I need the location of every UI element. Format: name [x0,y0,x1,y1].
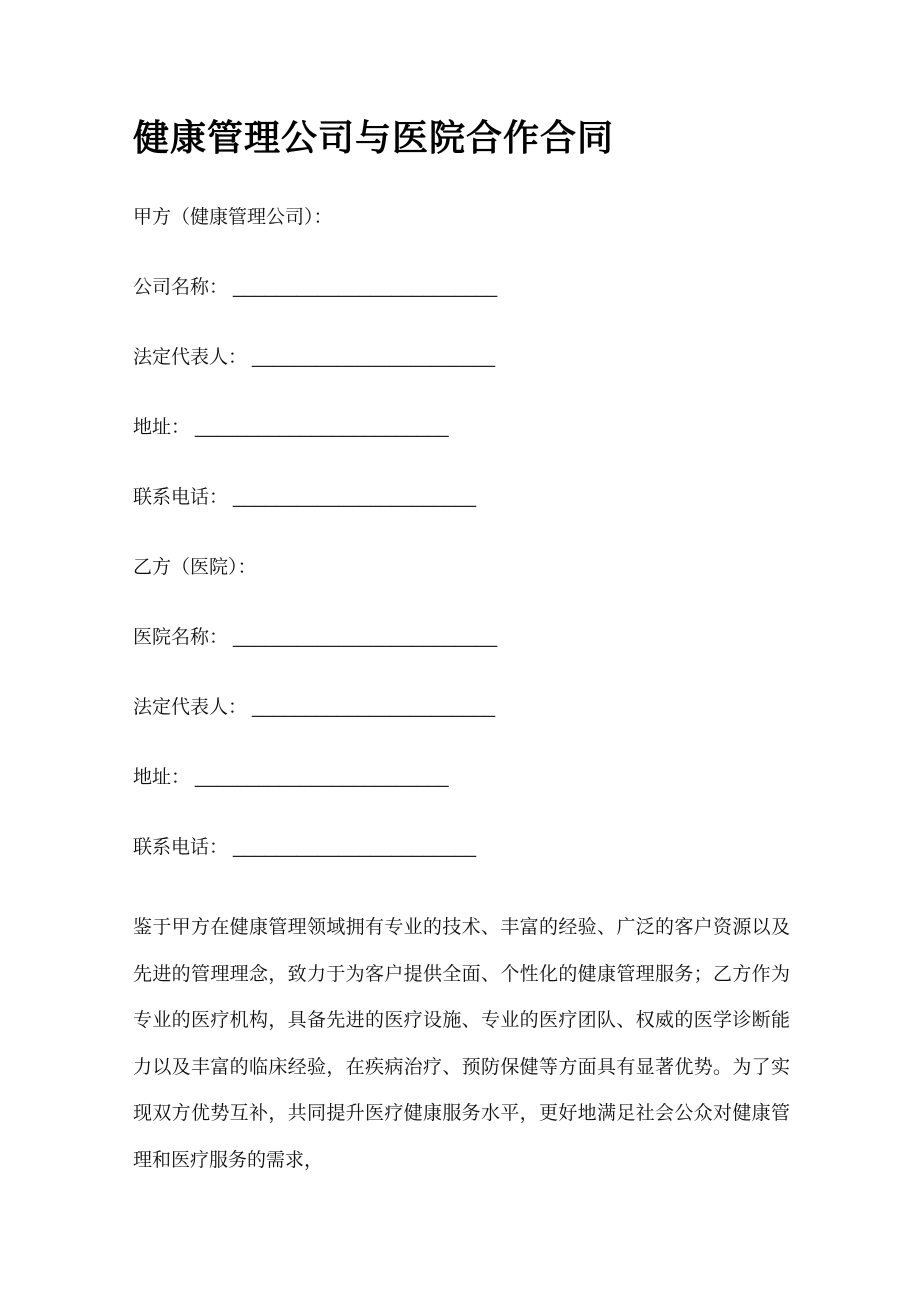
party-b-field-address [133,765,790,791]
legal-representative-label: 法定代表人： [133,697,248,718]
address-label: 地址： [133,767,191,788]
party-b-field-legal-representative [133,695,790,721]
party-a-heading: 甲方（健康管理公司）： [133,207,333,228]
phone-label: 联系电话： [133,837,229,858]
hospital-name-blank-line[interactable]: _________________________ [233,627,498,648]
party-b-field-phone [133,835,790,861]
party-a-field-legal-representative [133,345,790,371]
legal-representative-blank-line[interactable]: _______________________ [252,697,496,718]
phone-blank-line[interactable]: _______________________ [233,487,477,508]
preamble-paragraph: 鉴于甲方在健康管理领域拥有专业的技术、丰富的经验、广泛的客户资源以及先进的管理理念，致力于为客户提供全面、个性化的健康管理服务；乙方作为专业的医疗机构，具备先进的医疗设施、专业的医疗团队、权威的医学诊断能力以及丰富的临床经验，在疾病治疗、预防保健等方面具有显著优势。为了实现双方优势互补，共同提升医疗健康服务水平，更好地满足社会公众对健康管理和医疗服务的需求， [133,917,790,1171]
legal-representative-blank-line[interactable]: _______________________ [252,347,496,368]
address-blank-line[interactable]: ________________________ [195,417,449,438]
company-name-blank-line[interactable]: _________________________ [233,277,498,298]
document-title: 健康管理公司与医院合作合同 [133,117,615,158]
party-a-field-company-name [133,275,790,301]
phone-blank-line[interactable]: _______________________ [233,837,477,858]
party-b-heading: 乙方（医院）： [133,557,257,578]
address-label: 地址： [133,417,191,438]
address-blank-line[interactable]: ________________________ [195,767,449,788]
party-a-field-phone [133,485,790,511]
hospital-name-label: 医院名称： [133,627,229,648]
company-name-label: 公司名称： [133,277,229,298]
legal-representative-label: 法定代表人： [133,347,248,368]
party-a-field-address [133,415,790,441]
phone-label: 联系电话： [133,487,229,508]
party-b-field-hospital-name [133,625,790,651]
